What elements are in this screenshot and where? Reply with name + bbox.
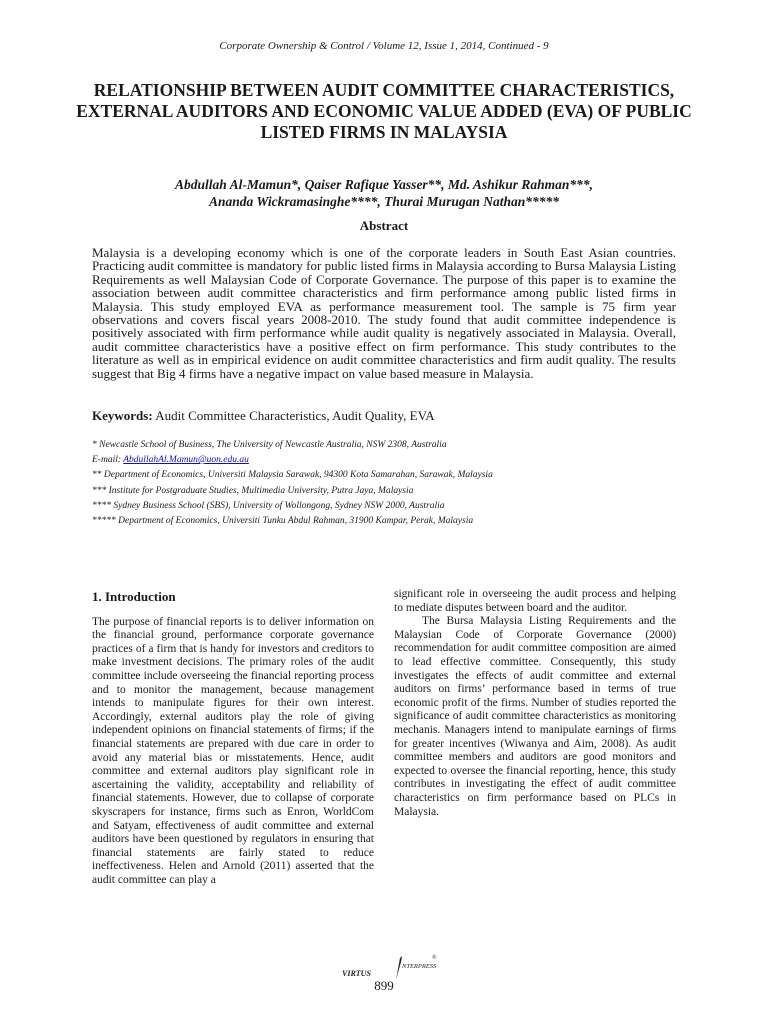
intro-paragraph-2: significant role in overseeing the audit process and helping to mediate disputes between board and the auditor.: [394, 588, 676, 614]
logo-text-virtus: VIRTUS: [342, 969, 371, 978]
affiliations: [92, 438, 676, 529]
affiliation-2: ** Department of Economics, Universiti Malaysia Sarawak, 94300 Kota Samarahan, Sarawak, Malaysia: [92, 470, 493, 481]
email-label: E-mail:: [92, 455, 122, 466]
keywords-label: Keywords:: [92, 408, 153, 423]
author-line-2: Ananda Wickramasinghe****, Thurai Murugan Nathan*****: [209, 194, 559, 209]
affiliation-4: **** Sydney Business School (SBS), University of Wollongong, Sydney NSW 2000, Australia: [92, 500, 445, 511]
affiliation-3: *** Institute for Postgraduate Studies, Multimedia University, Putra Jaya, Malaysia: [92, 485, 414, 496]
logo-registered-mark: ®: [432, 955, 437, 961]
affiliation-5: ***** Department of Economics, Universiti Tunku Abdul Rahman, 31900 Kampar, Perak, Malaysia: [92, 516, 474, 527]
paper-title: RELATIONSHIP BETWEEN AUDIT COMMITTEE CHARACTERISTICS, EXTERNAL AUDITORS AND ECONOMIC VALUE ADDED (EVA) OF PUBLIC LISTED FIRMS IN MALAYSIA: [76, 80, 692, 142]
section-heading-introduction: 1. Introduction: [92, 589, 176, 604]
author-line-1: Abdullah Al-Mamun*, Qaiser Rafique Yasser**, Md. Ashikur Rahman***,: [175, 177, 593, 192]
keywords: [92, 408, 676, 424]
intro-paragraph-3: The Bursa Malaysia Listing Requirements and the Malaysian Code of Corporate Governance (2000) recommendation for audit committee composition are aimed to lead effective committee. Consequently, this study investigates the effects of audit committee and external auditors on firms’ performance based in terms of true economic profit of the firms. Number of studies reported the significance of audit committee characteristics as monitoring mechanis. Managers intend to manipulate earnings of firms for greater incentives (Wiwanya and Aim, 2008). As audit committee members and auditors are good monitors and expected to oversee the financial reporting, hence, this study contributes in investigating the effect of audit committee characteristics on firm performance based on PLCs in Malaysia.: [394, 615, 676, 818]
left-column: [92, 588, 374, 887]
email-link[interactable]: AbdullahAl.Mamun@uon.edu.au: [123, 455, 249, 466]
running-head: Corporate Ownership & Control / Volume 12, Issue 1, 2014, Continued - 9: [219, 40, 549, 52]
right-column: [394, 588, 676, 819]
keywords-value: Audit Committee Characteristics, Audit Quality, EVA: [155, 408, 435, 423]
page-number: 899: [374, 978, 394, 993]
intro-paragraph-1: The purpose of financial reports is to deliver information on the financial ground, performance corporate governance practices of a firm that is handy for investors and creditors to make investment decisions. The primary roles of the audit committee include overseeing the financial reporting process and to monitor the management, because management intends to manipulate figures for their own interest. Accordingly, external auditors play the role of giving independent opinions on financial statements of firms; if the financial statements are prepared with due care in order to avoid any material bias or misstatements. Hence, audit committee and external auditors play significant role in ascertaining the validity, acceptability and reliability of financial statements. However, due to collapse of corporate skyscrapers for instance, firms such as Enron, WorldCom and Satyam, effectiveness of audit committee and external auditors have been questioned by regulators in ensuring that financial statements are fairly stated to reduce ineffectiveness. Helen and Arnold (2011) asserted that the audit committee can play a: [92, 615, 374, 886]
abstract-heading: Abstract: [359, 218, 409, 233]
author-list: [60, 176, 708, 210]
affiliation-1: * Newcastle School of Business, The University of Newcastle Australia, NSW 2308, Australia: [92, 440, 447, 450]
email-line: [92, 453, 676, 468]
logo-text-interpress: NTERPRESS: [402, 963, 437, 970]
abstract-text: Malaysia is a developing economy which is one of the corporate leaders in South East Asian countries. Practicing audit committee is mandatory for public listed firms in Malaysia according to Bursa Malaysia Listing Requirements as well Malaysian Code of Corporate Governance. The purpose of this paper is to examine the association between audit committee characteristics and firm performance among public listed firms in Malaysia. This study employed EVA as performance measurement tool. The sample is 75 firm year observations and covers fiscal years 2008-2010. The study found that audit committee independence is positively associated with firm performance while audit quality is negatively associated in Malaysia. Overall, audit committee characteristics have a positive effect on firm performance. This study contributes to the literature as well as in empirical evidence on audit committee characteristics and firm audit quality. The results suggest that Big 4 firms have a negative impact on value based measure in Malaysia.: [92, 245, 676, 381]
